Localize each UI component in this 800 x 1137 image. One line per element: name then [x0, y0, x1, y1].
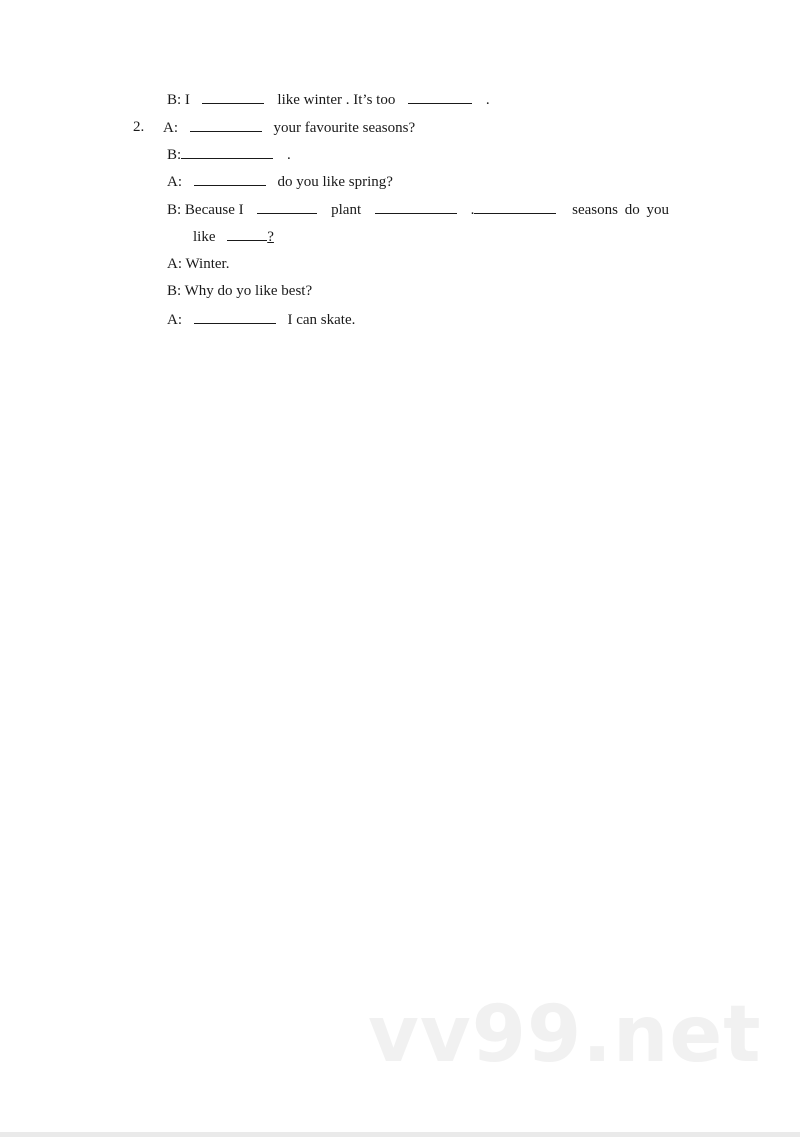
- speaker-label: B: I: [167, 92, 190, 108]
- dialogue-line-b1: [167, 90, 490, 109]
- sentence-text: I can skate.: [287, 312, 356, 328]
- answer-blank[interactable]: [202, 90, 264, 104]
- sentence-text: A: Winter.: [167, 256, 230, 272]
- question-mark: ?: [267, 229, 274, 245]
- answer-blank[interactable]: [408, 90, 472, 104]
- sentence-text: your favourite seasons?: [273, 120, 416, 136]
- speaker-label: A:: [163, 120, 178, 136]
- question-2-line-a: [133, 118, 144, 136]
- dialogue-line-a4: [167, 310, 355, 329]
- dialogue-line-a2: [167, 172, 393, 191]
- question-number: 2.: [133, 119, 145, 135]
- answer-blank[interactable]: [227, 227, 267, 241]
- sentence-dot: .: [470, 202, 475, 218]
- answer-blank[interactable]: [181, 145, 273, 159]
- speaker-label: A:: [167, 174, 182, 190]
- sentence-text: plant: [331, 202, 362, 218]
- sentence-text: do you like spring?: [277, 174, 393, 190]
- answer-blank[interactable]: [257, 200, 317, 214]
- answer-blank[interactable]: [190, 118, 262, 132]
- sentence-text: like winter . It’s too: [277, 92, 396, 108]
- speaker-label: B:: [167, 147, 182, 163]
- speaker-label: A:: [167, 312, 182, 328]
- dialogue-line-b3-continued: [193, 227, 274, 246]
- answer-blank[interactable]: [375, 200, 457, 214]
- sentence-end: .: [485, 92, 490, 108]
- sentence-text: like: [193, 229, 216, 245]
- sentence-end: .: [286, 147, 291, 163]
- watermark: vv99.net: [368, 990, 762, 1080]
- page-bottom-edge: [0, 1132, 800, 1137]
- sentence-text: B: Why do yo like best?: [167, 283, 313, 299]
- answer-blank[interactable]: [474, 200, 556, 214]
- dialogue-line-a3: [167, 255, 229, 273]
- dialogue-line-a1: [163, 118, 415, 137]
- answer-blank[interactable]: [194, 310, 276, 324]
- dialogue-line-b3: [167, 200, 669, 219]
- answer-blank[interactable]: [194, 172, 266, 186]
- sentence-text: seasons do you: [572, 202, 669, 218]
- dialogue-line-b2: [167, 145, 291, 164]
- speaker-label: B: Because I: [167, 202, 244, 218]
- dialogue-line-b4: [167, 282, 312, 300]
